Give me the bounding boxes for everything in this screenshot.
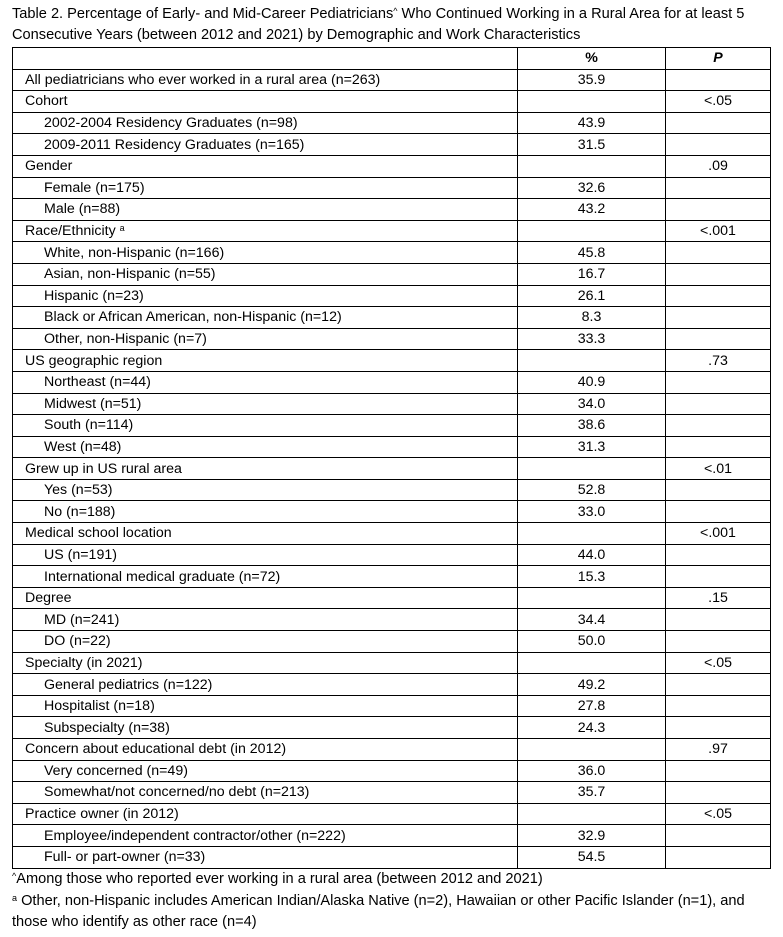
row-label-text: Race/Ethnicity [25,223,116,240]
row-percent: 15.3 [518,566,666,588]
row-sublabel [13,263,518,285]
row-p-value [666,242,771,264]
row-footnote-marker: a [119,223,125,234]
row-category-label [13,350,518,372]
row-sublabel [13,177,518,199]
row-label-text: Other, non-Hispanic (n=7) [44,331,207,348]
row-percent [518,587,666,609]
row-sublabel [13,782,518,804]
row-percent: 31.5 [518,134,666,156]
row-label-text: Concern about educational debt (in 2012) [25,741,287,758]
table-row [13,803,771,825]
row-category-label [13,523,518,545]
row-percent [518,350,666,372]
row-percent: 38.6 [518,415,666,437]
table-row [13,436,771,458]
row-label-text: Specialty (in 2021) [25,654,143,671]
row-sublabel [13,566,518,588]
row-p-value [666,177,771,199]
row-p-value [666,479,771,501]
row-category-label [13,587,518,609]
row-sublabel [13,501,518,523]
row-label-text: Cohort [25,93,68,110]
row-sublabel [13,717,518,739]
row-p-value: <.05 [666,91,771,113]
row-sublabel [13,415,518,437]
row-label-text: Hispanic (n=23) [44,287,144,304]
table-row [13,631,771,653]
row-sublabel [13,674,518,696]
row-sublabel [13,479,518,501]
row-label-text: 2009-2011 Residency Graduates (n=165) [44,136,305,153]
row-p-value [666,415,771,437]
row-percent: 40.9 [518,371,666,393]
row-percent: 24.3 [518,717,666,739]
row-label-text: West (n=48) [44,438,122,455]
row-label-text: Medical school location [25,525,172,542]
table-row [13,199,771,221]
row-percent: 33.3 [518,328,666,350]
row-p-value [666,134,771,156]
row-category-label [13,803,518,825]
row-label-text: Somewhat/not concerned/no debt (n=213) [44,784,310,801]
table-row [13,307,771,329]
row-percent [518,91,666,113]
row-p-value [666,199,771,221]
table-row [13,760,771,782]
row-p-value [666,328,771,350]
table-row [13,544,771,566]
row-percent [518,458,666,480]
row-label-text: Yes (n=53) [44,482,113,499]
row-sublabel [13,846,518,868]
caption-footnote-marker: ^ [393,6,398,16]
table-row [13,177,771,199]
row-label-text: General pediatrics (n=122) [44,676,213,693]
row-category-label [13,458,518,480]
row-label-text: International medical graduate (n=72) [44,568,281,585]
row-p-value [666,263,771,285]
row-percent: 16.7 [518,263,666,285]
row-p-value [666,69,771,91]
row-p-value [666,544,771,566]
row-label-text: Asian, non-Hispanic (n=55) [44,266,216,283]
table-row [13,134,771,156]
table-row [13,695,771,717]
row-sublabel [13,609,518,631]
row-percent: 32.6 [518,177,666,199]
row-p-value [666,631,771,653]
row-sublabel [13,328,518,350]
row-sublabel [13,199,518,221]
row-label-text: Gender [25,158,73,175]
row-percent: 35.9 [518,69,666,91]
row-percent: 35.7 [518,782,666,804]
row-label-text: Grew up in US rural area [25,460,182,477]
row-percent [518,652,666,674]
row-p-value [666,695,771,717]
table-row [13,501,771,523]
row-percent: 27.8 [518,695,666,717]
footnote-1 [12,869,778,891]
row-sublabel [13,393,518,415]
row-p-value [666,782,771,804]
table-row [13,371,771,393]
row-percent [518,803,666,825]
row-percent: 43.9 [518,112,666,134]
row-p-value [666,846,771,868]
row-label-text: Degree [25,590,72,607]
footnote-text: Other, non-Hispanic includes American Indian/Alaska Native (n=2), Hawaiian or other Pacific Islander (n=1), and those who identify as other race (n=4) [12,892,745,930]
row-p-value [666,501,771,523]
table-row [13,846,771,868]
row-sublabel [13,307,518,329]
row-percent: 43.2 [518,199,666,221]
row-p-value [666,393,771,415]
row-percent: 54.5 [518,846,666,868]
row-sublabel [13,544,518,566]
table-row [13,91,771,113]
row-percent: 45.8 [518,242,666,264]
footnote-2 [12,891,778,934]
row-sublabel [13,285,518,307]
row-sublabel [13,371,518,393]
row-percent [518,739,666,761]
row-p-value [666,307,771,329]
row-category-label [13,155,518,177]
row-label-text: Male (n=88) [44,201,121,218]
row-label-text: US (n=191) [44,546,117,563]
table-row [13,782,771,804]
table-row [13,739,771,761]
row-p-value [666,760,771,782]
table-row [13,566,771,588]
row-label-text: 2002-2004 Residency Graduates (n=98) [44,115,298,132]
row-percent [518,155,666,177]
row-percent: 52.8 [518,479,666,501]
row-p-value [666,436,771,458]
row-percent: 34.4 [518,609,666,631]
row-sublabel [13,134,518,156]
row-percent: 49.2 [518,674,666,696]
caption-text-continued: Who Continued Working in a Rural Area for at least 5 Consecutive Years (between 2012 and 2021) by Demographic and Work Characteristics [12,6,745,43]
row-percent: 8.3 [518,307,666,329]
row-sublabel [13,436,518,458]
row-label-text: Subspecialty (n=38) [44,719,170,736]
row-label-text: MD (n=241) [44,611,120,628]
table-row [13,458,771,480]
row-label-text: No (n=188) [44,503,116,520]
row-percent [518,523,666,545]
table-row [13,263,771,285]
row-sublabel [13,242,518,264]
row-percent: 34.0 [518,393,666,415]
row-p-value [666,674,771,696]
row-label-text: Female (n=175) [44,179,145,196]
row-category-label [13,91,518,113]
row-label-text: Full- or part-owner (n=33) [44,849,206,866]
footnote-text: Among those who reported ever working in a rural area (between 2012 and 2021) [16,871,543,887]
row-category-label [13,69,518,91]
row-label-text: South (n=114) [44,417,134,434]
data-table [12,47,771,869]
table-row [13,717,771,739]
row-p-value [666,825,771,847]
row-label-text: White, non-Hispanic (n=166) [44,244,225,261]
table-row [13,479,771,501]
caption-text: Table 2. Percentage of Early- and Mid-Career Pediatricians [12,6,394,22]
row-p-value: <.001 [666,523,771,545]
row-label-text: Hospitalist (n=18) [44,698,155,715]
header-p-value: P [666,48,771,70]
row-label-text: All pediatricians who ever worked in a rural area (n=263) [25,71,381,88]
row-p-value: <.001 [666,220,771,242]
row-percent: 31.3 [518,436,666,458]
row-percent: 26.1 [518,285,666,307]
row-category-label [13,220,518,242]
header-percent: % [518,48,666,70]
table-row [13,652,771,674]
table-row [13,674,771,696]
row-percent: 36.0 [518,760,666,782]
table-header-row [13,48,771,70]
row-p-value [666,112,771,134]
footnote-marker: ^ [12,871,17,881]
footnotes [12,869,778,934]
row-percent: 50.0 [518,631,666,653]
row-sublabel [13,760,518,782]
table-row [13,415,771,437]
row-label-text: US geographic region [25,352,163,369]
table-body [13,69,771,868]
row-sublabel [13,631,518,653]
row-percent [518,220,666,242]
table-row [13,155,771,177]
table-row [13,220,771,242]
row-label-text: Very concerned (n=49) [44,762,188,779]
row-p-value: .15 [666,587,771,609]
table-row [13,328,771,350]
row-category-label [13,652,518,674]
table-row [13,242,771,264]
row-p-value [666,609,771,631]
row-sublabel [13,695,518,717]
row-p-value [666,566,771,588]
row-p-value: <.01 [666,458,771,480]
table-row [13,523,771,545]
row-sublabel [13,112,518,134]
table-row [13,825,771,847]
header-label [13,48,518,70]
row-p-value: <.05 [666,652,771,674]
row-p-value: .97 [666,739,771,761]
row-label-text: Midwest (n=51) [44,395,142,412]
table-row [13,112,771,134]
table-row [13,587,771,609]
row-label-text: Black or African American, non-Hispanic (n=12) [44,309,342,326]
row-p-value [666,371,771,393]
table-caption [12,4,772,46]
row-category-label [13,739,518,761]
row-p-value: .09 [666,155,771,177]
table-row [13,350,771,372]
table-row [13,69,771,91]
row-label-text: Northeast (n=44) [44,374,151,391]
table-row [13,393,771,415]
table-row [13,285,771,307]
table-row [13,609,771,631]
row-percent: 44.0 [518,544,666,566]
row-label-text: Employee/independent contractor/other (n=222) [44,827,346,844]
footnote-marker: a [12,892,18,903]
row-sublabel [13,825,518,847]
row-p-value [666,717,771,739]
row-p-value [666,285,771,307]
row-percent: 33.0 [518,501,666,523]
row-p-value: .73 [666,350,771,372]
row-label-text: DO (n=22) [44,633,111,650]
row-percent: 32.9 [518,825,666,847]
row-p-value: <.05 [666,803,771,825]
row-label-text: Practice owner (in 2012) [25,806,179,823]
